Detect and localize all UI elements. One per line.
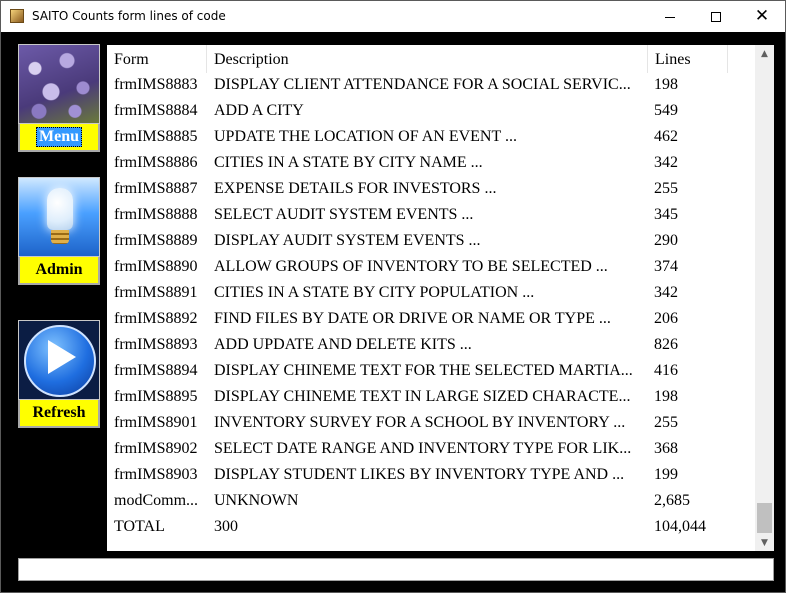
list-item[interactable]	[107, 306, 755, 332]
list-item[interactable]	[107, 436, 755, 462]
row-description-cell: DISPLAY AUDIT SYSTEM EVENTS ...	[214, 232, 481, 249]
column-header-description[interactable]: Description	[207, 45, 648, 73]
maximize-button[interactable]	[693, 1, 739, 32]
list-item[interactable]	[107, 384, 755, 410]
scroll-thumb[interactable]	[757, 503, 772, 533]
row-form-cell: frmIMS8903	[114, 466, 198, 483]
row-description-cell: INVENTORY SURVEY FOR A SCHOOL BY INVENTORY ...	[214, 414, 626, 431]
list-item[interactable]	[107, 72, 755, 98]
row-lines-cell: 206	[654, 310, 678, 327]
row-form-cell: frmIMS8894	[114, 362, 198, 379]
menu-button[interactable]	[18, 44, 100, 152]
row-description-cell: SELECT AUDIT SYSTEM EVENTS ...	[214, 206, 474, 223]
row-form-cell: frmIMS8886	[114, 154, 198, 171]
row-form-cell: frmIMS8891	[114, 284, 198, 301]
row-description-cell: 300	[214, 518, 238, 535]
refresh-label[interactable]: Refresh	[18, 400, 100, 428]
row-lines-cell: 255	[654, 180, 678, 197]
refresh-button[interactable]	[18, 320, 100, 428]
row-lines-cell: 198	[654, 76, 678, 93]
list-item[interactable]	[107, 488, 755, 514]
list-rows	[107, 72, 755, 540]
row-form-cell: frmIMS8889	[114, 232, 198, 249]
row-description-cell: UPDATE THE LOCATION OF AN EVENT ...	[214, 128, 517, 145]
minimize-button[interactable]	[647, 1, 693, 32]
row-form-cell: frmIMS8887	[114, 180, 198, 197]
scroll-up-icon[interactable]: ▲	[761, 48, 768, 59]
row-form-cell: frmIMS8893	[114, 336, 198, 353]
list-header	[107, 45, 755, 73]
row-form-cell: frmIMS8902	[114, 440, 198, 457]
lines-listview[interactable]	[107, 45, 774, 551]
row-description-cell: CITIES IN A STATE BY CITY POPULATION ...	[214, 284, 535, 301]
column-header-form[interactable]: Form	[107, 45, 207, 73]
maximize-icon	[711, 12, 721, 22]
light-bulb-icon[interactable]	[18, 177, 100, 257]
row-description-cell: DISPLAY CLIENT ATTENDANCE FOR A SOCIAL SERVIC...	[214, 76, 631, 93]
row-form-cell: frmIMS8890	[114, 258, 198, 275]
admin-button[interactable]	[18, 177, 100, 285]
row-description-cell: CITIES IN A STATE BY CITY NAME ...	[214, 154, 483, 171]
row-description-cell: ADD UPDATE AND DELETE KITS ...	[214, 336, 472, 353]
row-description-cell: FIND FILES BY DATE OR DRIVE OR NAME OR TYPE ...	[214, 310, 611, 327]
row-lines-cell: 290	[654, 232, 678, 249]
vertical-scrollbar[interactable]	[755, 45, 774, 551]
row-description-cell: EXPENSE DETAILS FOR INVESTORS ...	[214, 180, 497, 197]
row-description-cell: DISPLAY CHINEME TEXT IN LARGE SIZED CHARACTE...	[214, 388, 631, 405]
title-bar[interactable]	[1, 1, 785, 32]
status-bar	[18, 558, 774, 581]
row-lines-cell: 549	[654, 102, 678, 119]
row-form-cell: TOTAL	[114, 518, 165, 535]
row-lines-cell: 104,044	[654, 518, 706, 535]
row-form-cell: frmIMS8888	[114, 206, 198, 223]
list-item[interactable]	[107, 410, 755, 436]
list-item[interactable]	[107, 332, 755, 358]
row-lines-cell: 198	[654, 388, 678, 405]
close-button[interactable]	[739, 1, 785, 32]
close-icon: ✕	[754, 6, 770, 26]
row-form-cell: frmIMS8885	[114, 128, 198, 145]
list-item[interactable]	[107, 150, 755, 176]
admin-label[interactable]: Admin	[18, 257, 100, 285]
row-description-cell: ADD A CITY	[214, 102, 304, 119]
list-item[interactable]	[107, 98, 755, 124]
row-form-cell: frmIMS8883	[114, 76, 198, 93]
minimize-icon	[665, 17, 675, 18]
row-form-cell: frmIMS8895	[114, 388, 198, 405]
row-lines-cell: 416	[654, 362, 678, 379]
list-item[interactable]	[107, 358, 755, 384]
window-title: SAITO Counts form lines of code	[32, 9, 226, 23]
row-lines-cell: 374	[654, 258, 678, 275]
row-description-cell: ALLOW GROUPS OF INVENTORY TO BE SELECTED ...	[214, 258, 608, 275]
row-lines-cell: 342	[654, 154, 678, 171]
list-item[interactable]	[107, 124, 755, 150]
row-lines-cell: 462	[654, 128, 678, 145]
row-form-cell: frmIMS8901	[114, 414, 198, 431]
row-lines-cell: 368	[654, 440, 678, 457]
list-item[interactable]	[107, 514, 755, 540]
bulb-glass	[47, 188, 73, 230]
row-form-cell: frmIMS8884	[114, 102, 198, 119]
app-icon[interactable]	[10, 9, 24, 23]
row-form-cell: modComm...	[114, 492, 199, 509]
row-lines-cell: 255	[654, 414, 678, 431]
row-lines-cell: 826	[654, 336, 678, 353]
row-lines-cell: 199	[654, 466, 678, 483]
row-lines-cell: 342	[654, 284, 678, 301]
play-triangle	[48, 340, 76, 374]
row-description-cell: DISPLAY STUDENT LIKES BY INVENTORY TYPE AND ...	[214, 466, 625, 483]
row-lines-cell: 2,685	[654, 492, 690, 509]
bulb-base	[51, 230, 69, 244]
play-icon[interactable]	[18, 320, 100, 400]
list-item[interactable]	[107, 280, 755, 306]
list-item[interactable]	[107, 228, 755, 254]
row-description-cell: UNKNOWN	[214, 492, 299, 509]
row-form-cell: frmIMS8892	[114, 310, 198, 327]
list-item[interactable]	[107, 202, 755, 228]
list-item[interactable]	[107, 254, 755, 280]
row-description-cell: SELECT DATE RANGE AND INVENTORY TYPE FOR LIK...	[214, 440, 632, 457]
menu-label[interactable]: Menu	[18, 124, 100, 152]
scroll-down-icon[interactable]: ▼	[761, 537, 768, 548]
list-item[interactable]	[107, 462, 755, 488]
flowers-image-icon[interactable]	[18, 44, 100, 124]
list-item[interactable]	[107, 176, 755, 202]
row-description-cell: DISPLAY CHINEME TEXT FOR THE SELECTED MARTIA...	[214, 362, 633, 379]
column-header-lines[interactable]: Lines	[648, 45, 728, 73]
row-lines-cell: 345	[654, 206, 678, 223]
